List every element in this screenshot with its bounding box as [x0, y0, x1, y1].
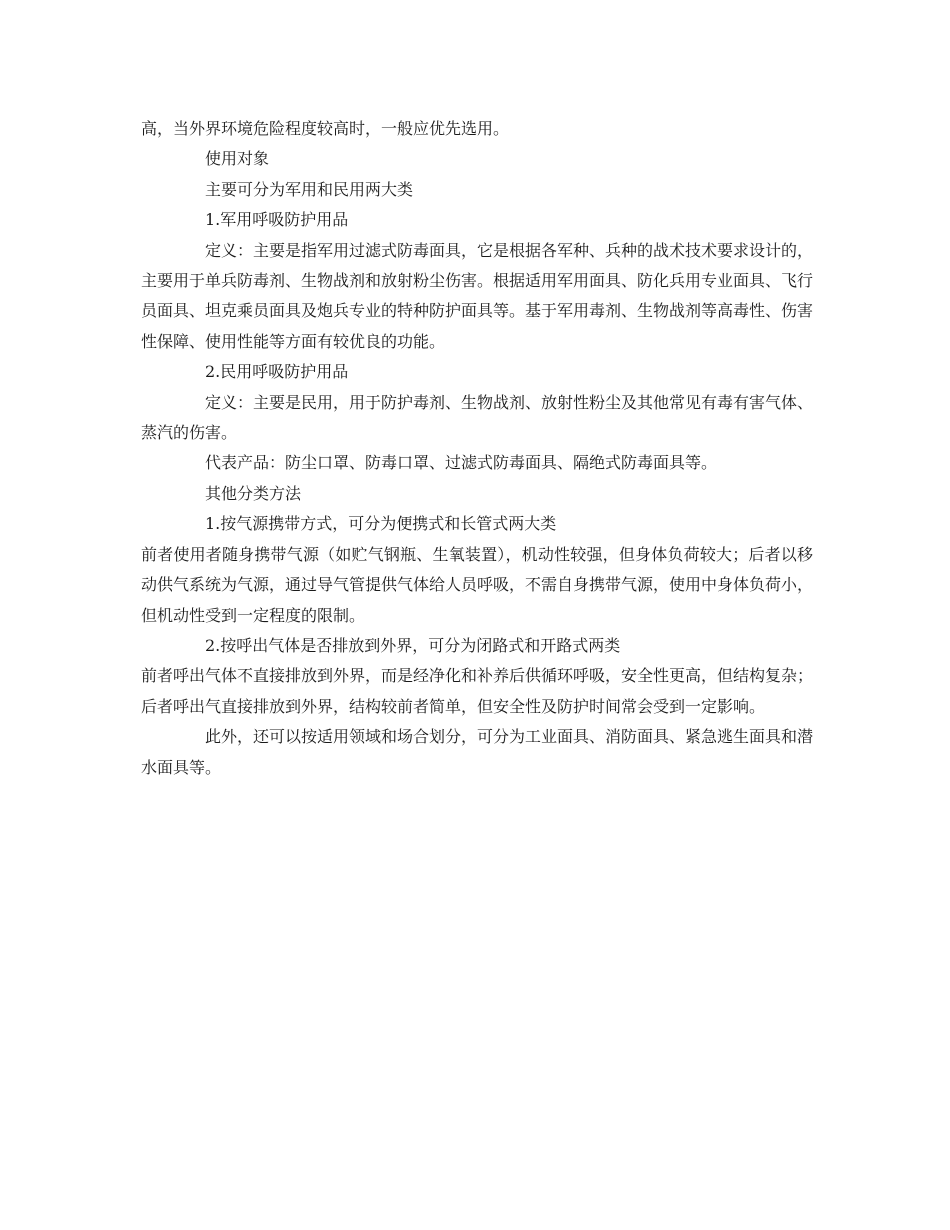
paragraph-continuation: 高，当外界环境危险程度较高时，一般应优先选用。: [141, 119, 510, 138]
heading-air-source: 1.按气源携带方式，可分为便携式和长管式两大类: [205, 514, 557, 534]
heading-military-respiratory: 1.军用呼吸防护用品: [205, 210, 349, 230]
paragraph-exhaled-gas-detail: 前者呼出气体不直接排放到外界，而是经净化和补养后供循环呼吸，安全性更高，但结构复杂；后者呼出气直接排放到外界，结构较前者简单，但安全性及防护时间常会受到一定影响。: [141, 666, 814, 716]
document-body: [141, 114, 813, 783]
paragraph-representative-products: 代表产品：防尘口罩、防毒口罩、过滤式防毒面具、隔绝式防毒面具等。: [205, 453, 718, 473]
paragraph-additional-classification: 此外，还可以按适用领域和场合划分，可分为工业面具、消防面具、紧急逃生面具和潜水面具等。: [141, 727, 814, 777]
heading-exhaled-gas: 2.按呼出气体是否排放到外界，可分为闭路式和开路式两类: [205, 635, 621, 655]
heading-other-classification: 其他分类方法: [205, 483, 302, 503]
paragraph-civil-definition: 定义：主要是民用，用于防护毒剂、生物战剂、放射性粉尘及其他常见有毒有害气体、蒸汽的伤害。: [141, 392, 814, 443]
paragraph-air-source-detail: 前者使用者随身携带气源（如贮气钢瓶、生氧装置），机动性较强，但身体负荷较大；后者以移动供气系统为气源，通过导气管提供气体给人员呼吸，不需自身携带气源，使用中身体负荷小，但机动性受到一定程度的限制。: [141, 544, 814, 625]
heading-usage-target: 使用对象: [205, 149, 270, 169]
paragraph-categories: 主要可分为军用和民用两大类: [205, 179, 414, 199]
paragraph-military-definition: 定义：主要是指军用过滤式防毒面具，它是根据各军种、兵种的战术技术要求设计的，主要用于单兵防毒剂、生物战剂和放射粉尘伤害。根据适用军用面具、防化兵用专业面具、飞行员面具、坦克乘员面具及炮兵专业的特种防护面具等。基于军用毒剂、生物战剂等高毒性、伤害性保障、使用性能等方面有较优良的功能。: [141, 240, 814, 351]
heading-civil-respiratory: 2.民用呼吸防护用品: [205, 362, 349, 382]
